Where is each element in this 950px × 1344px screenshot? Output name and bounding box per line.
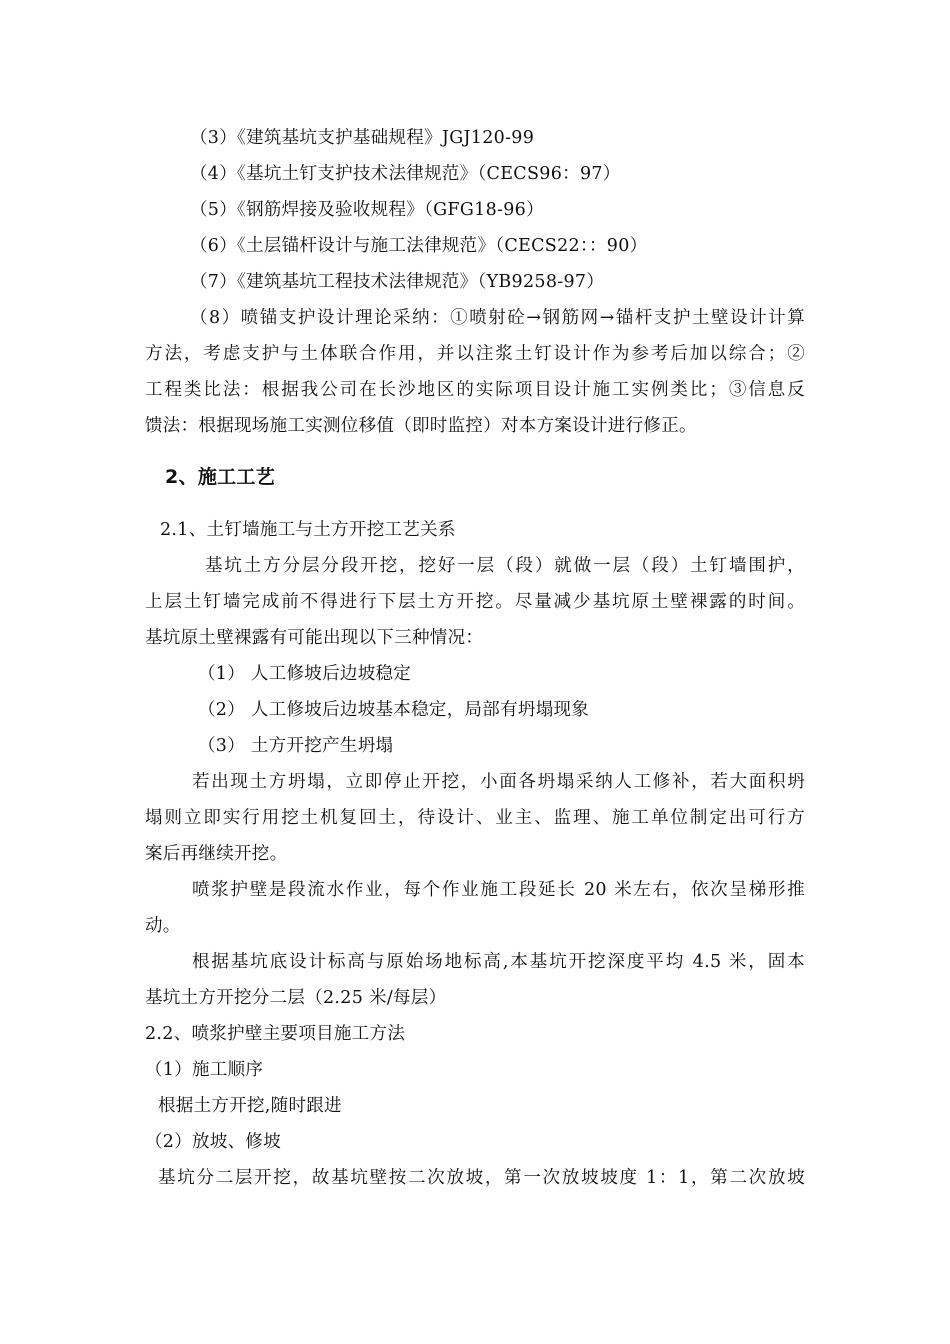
list-item: （2）放坡、修坡 bbox=[145, 1132, 282, 1152]
paragraph-line: 喷浆护壁是段流水作业，每个作业施工段延长 20 米左右，依次呈梯形推 bbox=[192, 880, 805, 900]
subsection-heading: 2.1、土钉墙施工与土方开挖工艺关系 bbox=[160, 520, 456, 540]
paragraph-line: 根据基坑底设计标高与原始场地标高,本基坑开挖深度平均 4.5 米，固本 bbox=[192, 952, 805, 972]
paragraph-line: 根据土方开挖,随时跟进 bbox=[158, 1096, 342, 1116]
reference-item: （5）《钢筋焊接及验收规程》（GFG18-96） bbox=[190, 200, 544, 220]
reference-item: （6）《土层锚杆设计与施工法律规范》（CECS22：：90） bbox=[190, 236, 648, 256]
paragraph-line: 若出现土方坍塌，立即停止开挖，小面各坍塌采纳人工修补，若大面积坍 bbox=[192, 772, 805, 792]
list-item: （3） 土方开挖产生坍塌 bbox=[198, 736, 394, 756]
paragraph-line: 工程类比法：根据我公司在长沙地区的实际项目设计施工实例类比；③信息反 bbox=[145, 380, 805, 400]
list-item: （2） 人工修坡后边坡基本稳定，局部有坍塌现象 bbox=[198, 700, 590, 720]
reference-item: （4）《基坑土钉支护技术法律规范》（CECS96：97） bbox=[190, 164, 621, 184]
section-heading: 2、施工工艺 bbox=[165, 466, 276, 488]
list-item: （1） 人工修坡后边坡稳定 bbox=[198, 664, 412, 684]
paragraph-line: 基坑原土壁裸露有可能出现以下三种情况： bbox=[145, 628, 484, 648]
paragraph-line: 塌则立即实行用挖土机复回土，待设计、业主、监理、施工单位制定出可行方 bbox=[145, 808, 805, 828]
list-item: （1）施工顺序 bbox=[145, 1060, 264, 1080]
paragraph-line: 基坑土方分层分段开挖，挖好一层（段）就做一层（段）土钉墙围护， bbox=[205, 556, 805, 576]
reference-item: （7）《建筑基坑工程技术法律规范》（YB9258-97） bbox=[190, 272, 605, 292]
paragraph-line: 案后再继续开挖。 bbox=[145, 844, 288, 864]
paragraph-line: （8）喷锚支护设计理论采纳：①喷射砼→钢筋网→锚杆支护土壁设计计算 bbox=[190, 308, 805, 328]
paragraph-line: 动。 bbox=[145, 916, 181, 936]
paragraph-line: 基坑土方开挖分二层（2.25 米/每层） bbox=[145, 988, 447, 1008]
paragraph-line: 基坑分二层开挖，故基坑壁按二次放坡，第一次放坡坡度 1：1，第二次放坡 bbox=[158, 1168, 805, 1188]
reference-item: （3）《建筑基坑支护基础规程》JGJ120-99 bbox=[190, 128, 535, 148]
paragraph-line: 馈法：根据现场施工实测位移值（即时监控）对本方案设计进行修正。 bbox=[145, 416, 697, 436]
paragraph-line: 方法，考虑支护与土体联合作用，并以注浆土钉设计作为参考后加以综合；② bbox=[145, 344, 805, 364]
paragraph-line: 上层土钉墙完成前不得进行下层土方开挖。尽量减少基坑原土壁裸露的时间。 bbox=[145, 592, 805, 612]
subsection-heading: 2.2、喷浆护壁主要项目施工方法 bbox=[145, 1024, 406, 1044]
